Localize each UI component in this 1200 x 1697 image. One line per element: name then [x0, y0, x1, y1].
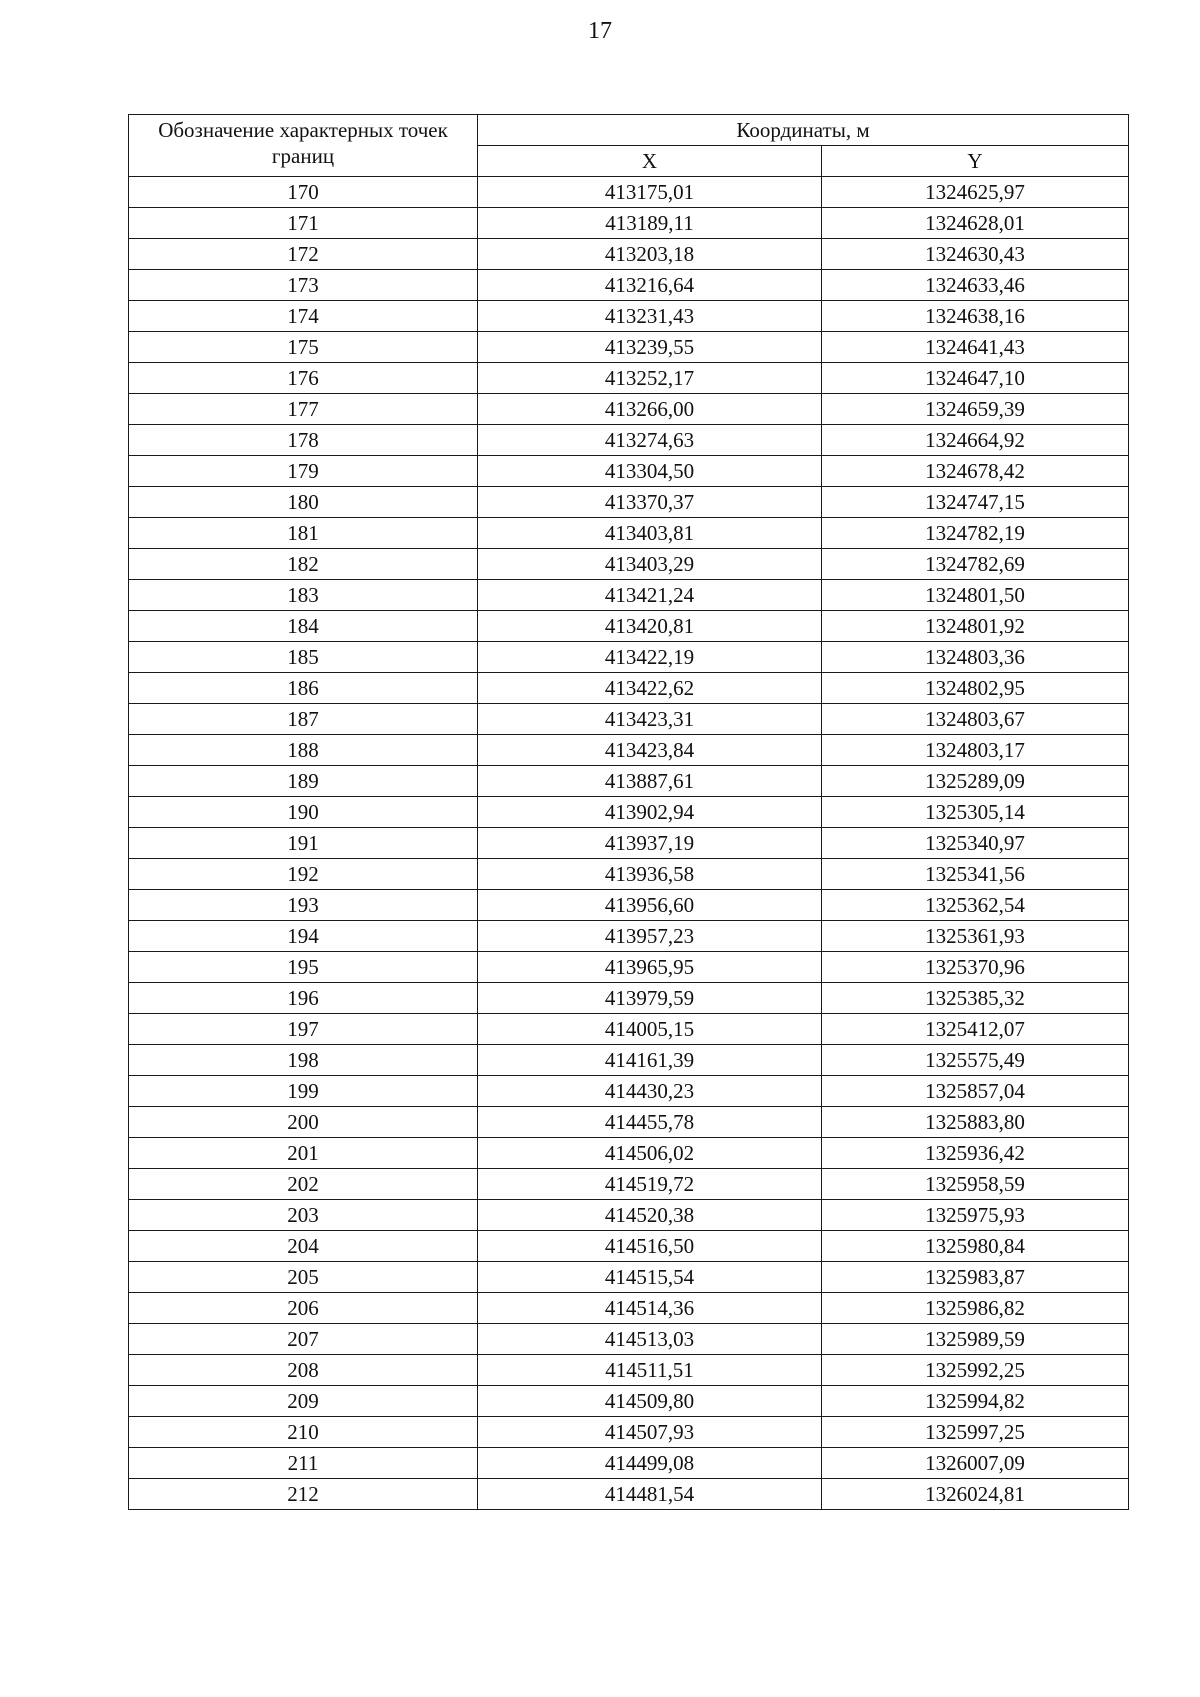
table-row	[129, 890, 1129, 921]
cell-point: 192	[129, 859, 478, 890]
cell-y: 1324782,19	[822, 518, 1129, 549]
cell-point: 188	[129, 735, 478, 766]
header-point-designation: Обозначение характерных точек границ	[129, 115, 478, 177]
cell-point: 193	[129, 890, 478, 921]
cell-point: 186	[129, 673, 478, 704]
cell-point: 199	[129, 1076, 478, 1107]
cell-point: 194	[129, 921, 478, 952]
cell-y: 1325980,84	[822, 1231, 1129, 1262]
table-header	[129, 115, 1129, 177]
cell-y: 1324641,43	[822, 332, 1129, 363]
cell-x: 414520,38	[478, 1200, 822, 1231]
cell-y: 1325986,82	[822, 1293, 1129, 1324]
cell-point: 170	[129, 177, 478, 208]
cell-y: 1325883,80	[822, 1107, 1129, 1138]
cell-y: 1326024,81	[822, 1479, 1129, 1510]
table-row	[129, 580, 1129, 611]
cell-x: 413423,31	[478, 704, 822, 735]
cell-y: 1324803,17	[822, 735, 1129, 766]
table-row	[129, 766, 1129, 797]
table-row	[129, 1355, 1129, 1386]
cell-x: 414511,51	[478, 1355, 822, 1386]
cell-y: 1324802,95	[822, 673, 1129, 704]
cell-x: 413304,50	[478, 456, 822, 487]
cell-y: 1324803,36	[822, 642, 1129, 673]
cell-x: 413936,58	[478, 859, 822, 890]
header-coordinates: Координаты, м	[478, 115, 1129, 146]
cell-y: 1325975,93	[822, 1200, 1129, 1231]
cell-y: 1326007,09	[822, 1448, 1129, 1479]
cell-y: 1325412,07	[822, 1014, 1129, 1045]
cell-y: 1324678,42	[822, 456, 1129, 487]
cell-x: 413231,43	[478, 301, 822, 332]
cell-y: 1324633,46	[822, 270, 1129, 301]
cell-y: 1324801,92	[822, 611, 1129, 642]
table-row	[129, 642, 1129, 673]
cell-point: 191	[129, 828, 478, 859]
table-row	[129, 1293, 1129, 1324]
cell-x: 413203,18	[478, 239, 822, 270]
table-row	[129, 1169, 1129, 1200]
table-row	[129, 921, 1129, 952]
cell-point: 174	[129, 301, 478, 332]
table-row	[129, 797, 1129, 828]
cell-y: 1325958,59	[822, 1169, 1129, 1200]
cell-y: 1325361,93	[822, 921, 1129, 952]
header-y: Y	[822, 146, 1129, 177]
cell-x: 413422,62	[478, 673, 822, 704]
table-row	[129, 456, 1129, 487]
cell-point: 181	[129, 518, 478, 549]
cell-y: 1324659,39	[822, 394, 1129, 425]
cell-point: 187	[129, 704, 478, 735]
table-row	[129, 332, 1129, 363]
cell-x: 413887,61	[478, 766, 822, 797]
cell-point: 182	[129, 549, 478, 580]
cell-x: 413403,81	[478, 518, 822, 549]
cell-x: 414519,72	[478, 1169, 822, 1200]
cell-point: 172	[129, 239, 478, 270]
table-row	[129, 363, 1129, 394]
cell-point: 198	[129, 1045, 478, 1076]
coordinates-table	[128, 114, 1129, 1510]
cell-x: 414455,78	[478, 1107, 822, 1138]
cell-point: 196	[129, 983, 478, 1014]
cell-x: 413979,59	[478, 983, 822, 1014]
cell-x: 413189,11	[478, 208, 822, 239]
cell-x: 413422,19	[478, 642, 822, 673]
cell-x: 414506,02	[478, 1138, 822, 1169]
cell-x: 414509,80	[478, 1386, 822, 1417]
cell-y: 1325997,25	[822, 1417, 1129, 1448]
cell-point: 208	[129, 1355, 478, 1386]
cell-point: 205	[129, 1262, 478, 1293]
cell-x: 413937,19	[478, 828, 822, 859]
cell-x: 413216,64	[478, 270, 822, 301]
table-row	[129, 1076, 1129, 1107]
cell-point: 184	[129, 611, 478, 642]
cell-y: 1325857,04	[822, 1076, 1129, 1107]
cell-point: 175	[129, 332, 478, 363]
cell-y: 1325289,09	[822, 766, 1129, 797]
cell-y: 1325989,59	[822, 1324, 1129, 1355]
cell-y: 1324664,92	[822, 425, 1129, 456]
cell-y: 1324647,10	[822, 363, 1129, 394]
cell-point: 183	[129, 580, 478, 611]
cell-y: 1325340,97	[822, 828, 1129, 859]
table-row	[129, 859, 1129, 890]
cell-y: 1325362,54	[822, 890, 1129, 921]
table-row	[129, 394, 1129, 425]
cell-y: 1325385,32	[822, 983, 1129, 1014]
cell-x: 413902,94	[478, 797, 822, 828]
cell-y: 1324628,01	[822, 208, 1129, 239]
cell-point: 178	[129, 425, 478, 456]
cell-point: 197	[129, 1014, 478, 1045]
cell-y: 1324803,67	[822, 704, 1129, 735]
table-row	[129, 952, 1129, 983]
cell-point: 173	[129, 270, 478, 301]
cell-point: 176	[129, 363, 478, 394]
table-row	[129, 1479, 1129, 1510]
cell-x: 414481,54	[478, 1479, 822, 1510]
table-row	[129, 735, 1129, 766]
cell-x: 414513,03	[478, 1324, 822, 1355]
table-row	[129, 1448, 1129, 1479]
cell-x: 413957,23	[478, 921, 822, 952]
cell-x: 413956,60	[478, 890, 822, 921]
cell-y: 1325936,42	[822, 1138, 1129, 1169]
cell-point: 171	[129, 208, 478, 239]
cell-y: 1324747,15	[822, 487, 1129, 518]
cell-x: 414005,15	[478, 1014, 822, 1045]
table-row	[129, 301, 1129, 332]
cell-point: 211	[129, 1448, 478, 1479]
table-row	[129, 983, 1129, 1014]
cell-y: 1325994,82	[822, 1386, 1129, 1417]
cell-point: 201	[129, 1138, 478, 1169]
cell-x: 413421,24	[478, 580, 822, 611]
table-row	[129, 611, 1129, 642]
cell-y: 1325992,25	[822, 1355, 1129, 1386]
cell-point: 212	[129, 1479, 478, 1510]
table-row	[129, 1231, 1129, 1262]
page-number: 17	[588, 18, 612, 44]
cell-y: 1325983,87	[822, 1262, 1129, 1293]
table-row	[129, 239, 1129, 270]
cell-point: 180	[129, 487, 478, 518]
table-row	[129, 425, 1129, 456]
cell-point: 203	[129, 1200, 478, 1231]
cell-x: 414499,08	[478, 1448, 822, 1479]
cell-x: 414516,50	[478, 1231, 822, 1262]
cell-x: 414507,93	[478, 1417, 822, 1448]
cell-x: 413252,17	[478, 363, 822, 394]
table-row	[129, 1138, 1129, 1169]
table-row	[129, 1014, 1129, 1045]
cell-x: 413266,00	[478, 394, 822, 425]
cell-y: 1324801,50	[822, 580, 1129, 611]
table-row	[129, 1045, 1129, 1076]
cell-point: 185	[129, 642, 478, 673]
cell-x: 414430,23	[478, 1076, 822, 1107]
cell-y: 1325341,56	[822, 859, 1129, 890]
cell-y: 1324625,97	[822, 177, 1129, 208]
cell-point: 207	[129, 1324, 478, 1355]
cell-x: 413175,01	[478, 177, 822, 208]
cell-x: 414514,36	[478, 1293, 822, 1324]
table-row	[129, 1386, 1129, 1417]
table-body	[129, 177, 1129, 1510]
cell-y: 1324638,16	[822, 301, 1129, 332]
table-row	[129, 270, 1129, 301]
cell-x: 413239,55	[478, 332, 822, 363]
table-row	[129, 1107, 1129, 1138]
table-row	[129, 1324, 1129, 1355]
cell-y: 1325575,49	[822, 1045, 1129, 1076]
cell-x: 413370,37	[478, 487, 822, 518]
cell-y: 1324782,69	[822, 549, 1129, 580]
cell-x: 413403,29	[478, 549, 822, 580]
cell-x: 414515,54	[478, 1262, 822, 1293]
table-row	[129, 828, 1129, 859]
cell-point: 209	[129, 1386, 478, 1417]
cell-point: 195	[129, 952, 478, 983]
cell-point: 210	[129, 1417, 478, 1448]
cell-point: 177	[129, 394, 478, 425]
cell-point: 179	[129, 456, 478, 487]
cell-point: 206	[129, 1293, 478, 1324]
table-row	[129, 1417, 1129, 1448]
table-row	[129, 177, 1129, 208]
cell-point: 189	[129, 766, 478, 797]
table-row	[129, 208, 1129, 239]
table-row	[129, 518, 1129, 549]
cell-point: 202	[129, 1169, 478, 1200]
cell-x: 413420,81	[478, 611, 822, 642]
cell-x: 413274,63	[478, 425, 822, 456]
table-row	[129, 704, 1129, 735]
cell-point: 204	[129, 1231, 478, 1262]
table-row	[129, 673, 1129, 704]
header-x: X	[478, 146, 822, 177]
cell-point: 190	[129, 797, 478, 828]
table-row	[129, 1262, 1129, 1293]
cell-x: 413423,84	[478, 735, 822, 766]
cell-y: 1325370,96	[822, 952, 1129, 983]
cell-x: 413965,95	[478, 952, 822, 983]
cell-y: 1324630,43	[822, 239, 1129, 270]
table-row	[129, 549, 1129, 580]
cell-x: 414161,39	[478, 1045, 822, 1076]
cell-y: 1325305,14	[822, 797, 1129, 828]
cell-point: 200	[129, 1107, 478, 1138]
table-row	[129, 487, 1129, 518]
table-row	[129, 1200, 1129, 1231]
